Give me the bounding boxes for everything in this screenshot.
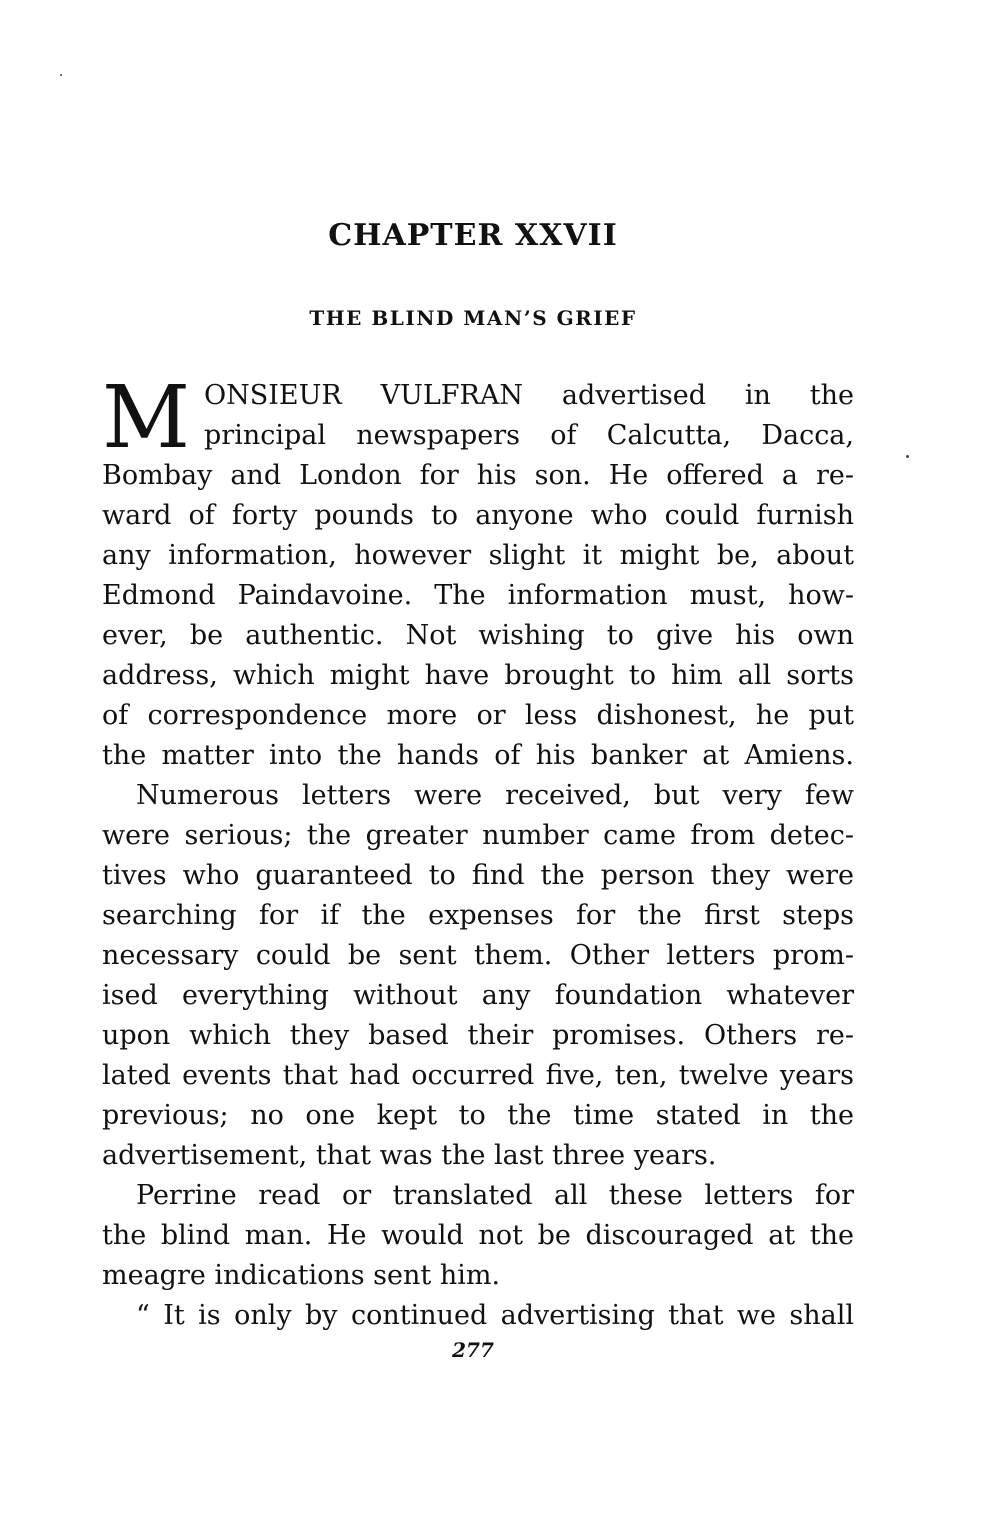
text-line: Bombay and London for his son. He offered a re-: [102, 460, 854, 491]
text-line: ever, be authentic. Not wishing to give his own: [102, 620, 854, 651]
paragraph-4: [102, 1296, 854, 1336]
page-speck: [906, 455, 909, 458]
text-line-content: ONSIEUR VULFRAN advertised in the: [204, 380, 854, 411]
text-line: address, which might have brought to him all sorts: [102, 660, 854, 691]
page-speck: [60, 74, 62, 76]
text-line: Edmond Paindavoine. The information must, how-: [102, 580, 854, 611]
body-text: [102, 368, 854, 1336]
paragraph-3: [102, 1176, 854, 1296]
text-line: upon which they based their promises. Others re-: [102, 1020, 854, 1051]
text-line: advertisement, that was the last three years.: [102, 1140, 717, 1171]
text-line: the matter into the hands of his banker at Amiens.: [102, 740, 854, 771]
text-line: previous; no one kept to the time stated in the: [102, 1100, 854, 1131]
drop-cap: M: [102, 368, 191, 468]
page-number: 277: [452, 1338, 494, 1362]
text-line: searching for if the expenses for the first steps: [102, 900, 854, 931]
text-line: Perrine read or translated all these letters for: [136, 1180, 854, 1211]
text-line: ward of forty pounds to anyone who could furnish: [102, 500, 854, 531]
text-line: ised everything without any foundation whatever: [102, 980, 854, 1011]
paragraph-1: [102, 368, 854, 776]
text-line: tives who guaranteed to find the person they were: [102, 860, 854, 891]
text-line: any information, however slight it might be, about: [102, 540, 854, 571]
text-line: were serious; the greater number came from detec-: [102, 820, 854, 851]
text-line: lated events that had occurred five, ten, twelve years: [102, 1060, 854, 1091]
text-line: necessary could be sent them. Other letters prom-: [102, 940, 854, 971]
text-line: “ It is only by continued advertising that we shall: [136, 1300, 854, 1331]
text-line: Numerous letters were received, but very few: [136, 780, 854, 811]
text-line: the blind man. He would not be discouraged at the: [102, 1220, 854, 1251]
text-line: principal newspapers of Calcutta, Dacca,: [204, 420, 854, 451]
paragraph-2: [102, 776, 854, 1176]
chapter-heading: CHAPTER XXVII: [328, 218, 618, 253]
text-line: of correspondence more or less dishonest, he put: [102, 700, 854, 731]
text-line: meagre indications sent him.: [102, 1260, 501, 1291]
chapter-subtitle: THE BLIND MAN’S GRIEF: [309, 306, 637, 330]
